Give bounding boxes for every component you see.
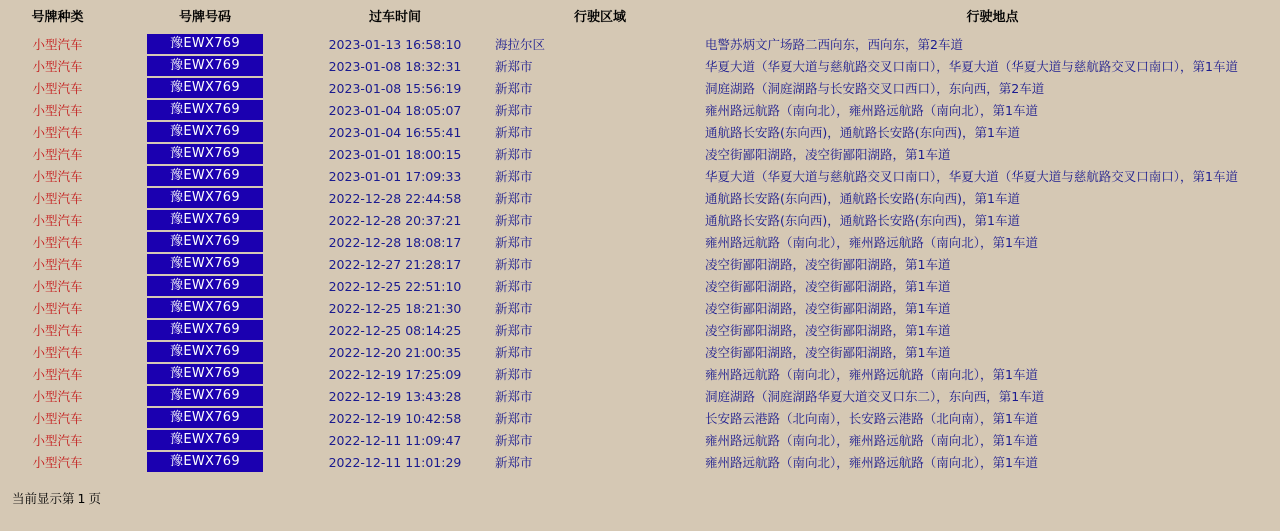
cell-pass-time: 2022-12-25 18:21:30 [328, 300, 462, 316]
table-row[interactable] [0, 275, 1280, 297]
cell-drive-area: 新郑市 [495, 125, 533, 140]
plate-badge: 豫EWX769 [147, 100, 263, 120]
cell-pass-time: 2022-12-11 11:01:29 [328, 454, 462, 470]
cell-drive-area: 新郑市 [495, 323, 533, 338]
cell-plate-number [115, 165, 295, 187]
cell-plate-number [115, 209, 295, 231]
plate-badge: 豫EWX769 [147, 364, 263, 384]
cell-plate-number [115, 187, 295, 209]
table-row[interactable] [0, 451, 1280, 473]
cell-drive-place: 凌空街鄙阳湖路，凌空街鄙阳湖路，第1车道 [705, 257, 951, 272]
cell-pass-time: 2023-01-13 16:58:10 [328, 36, 462, 52]
cell-pass-time: 2022-12-28 20:37:21 [328, 212, 462, 228]
cell-drive-area: 新郑市 [495, 257, 533, 272]
cell-plate-number [115, 297, 295, 319]
plate-badge: 豫EWX769 [147, 232, 263, 252]
cell-plate-type: 小型汽车 [32, 59, 83, 74]
cell-drive-area: 新郑市 [495, 455, 533, 470]
cell-drive-place: 通航路长安路(东向西)，通航路长安路(东向西)，第1车道 [705, 213, 1020, 228]
column-header-plate-number: 号牌号码 [178, 10, 231, 25]
plate-badge: 豫EWX769 [147, 430, 263, 450]
table-header-row [0, 0, 1280, 33]
cell-plate-number [115, 33, 295, 55]
cell-pass-time: 2023-01-01 18:00:15 [328, 146, 462, 162]
table-row[interactable] [0, 231, 1280, 253]
cell-pass-time: 2023-01-04 18:05:07 [328, 102, 462, 118]
cell-drive-area: 新郑市 [495, 59, 533, 74]
cell-plate-type: 小型汽车 [32, 345, 83, 360]
cell-plate-number [115, 231, 295, 253]
cell-drive-place: 华夏大道（华夏大道与慈航路交叉口南口），华夏大道（华夏大道与慈航路交叉口南口），第1车道 [705, 169, 1238, 184]
cell-plate-number [115, 319, 295, 341]
cell-drive-place: 洞庭湖路（洞庭湖路与长安路交叉口西口），东向西，第2车道 [705, 81, 1045, 96]
table-row[interactable] [0, 385, 1280, 407]
cell-drive-area: 新郑市 [495, 433, 533, 448]
cell-drive-place: 雍州路远航路（南向北），雍州路远航路（南向北），第1车道 [705, 367, 1038, 382]
cell-plate-type: 小型汽车 [32, 455, 83, 470]
cell-drive-place: 雍州路远航路（南向北），雍州路远航路（南向北），第1车道 [705, 455, 1038, 470]
cell-drive-place: 雍州路远航路（南向北），雍州路远航路（南向北），第1车道 [705, 235, 1038, 250]
cell-plate-type: 小型汽车 [32, 169, 83, 184]
cell-plate-type: 小型汽车 [32, 301, 83, 316]
cell-drive-area: 新郑市 [495, 389, 533, 404]
cell-pass-time: 2023-01-01 17:09:33 [328, 168, 462, 184]
cell-drive-place: 凌空街鄙阳湖路，凌空街鄙阳湖路，第1车道 [705, 279, 951, 294]
cell-drive-place: 通航路长安路(东向西)，通航路长安路(东向西)，第1车道 [705, 191, 1020, 206]
cell-pass-time: 2022-12-19 17:25:09 [328, 366, 462, 382]
pagination-page-number: 1 [77, 491, 86, 506]
pagination-status [0, 489, 1280, 507]
column-header-drive-area: 行驶区域 [573, 10, 626, 25]
cell-drive-place: 通航路长安路(东向西)，通航路长安路(东向西)，第1车道 [705, 125, 1020, 140]
pagination-prefix: 当前显示第 [12, 491, 75, 506]
cell-pass-time: 2022-12-28 18:08:17 [328, 234, 462, 250]
cell-pass-time: 2023-01-08 15:56:19 [328, 80, 462, 96]
plate-badge: 豫EWX769 [147, 34, 263, 54]
cell-drive-place: 凌空街鄙阳湖路，凌空街鄙阳湖路，第1车道 [705, 301, 951, 316]
plate-badge: 豫EWX769 [147, 254, 263, 274]
cell-drive-area: 新郑市 [495, 301, 533, 316]
cell-pass-time: 2022-12-20 21:00:35 [328, 344, 462, 360]
plate-badge: 豫EWX769 [147, 342, 263, 362]
cell-plate-number [115, 143, 295, 165]
cell-plate-number [115, 99, 295, 121]
table-row[interactable] [0, 143, 1280, 165]
cell-drive-area: 新郑市 [495, 411, 533, 426]
table-row[interactable] [0, 209, 1280, 231]
table-row[interactable] [0, 33, 1280, 55]
cell-pass-time: 2022-12-28 22:44:58 [328, 190, 462, 206]
plate-badge: 豫EWX769 [147, 188, 263, 208]
pagination-suffix: 页 [88, 491, 101, 506]
plate-badge: 豫EWX769 [147, 298, 263, 318]
cell-plate-type: 小型汽车 [32, 389, 83, 404]
plate-badge: 豫EWX769 [147, 144, 263, 164]
plate-badge: 豫EWX769 [147, 166, 263, 186]
cell-drive-area: 海拉尔区 [495, 37, 546, 52]
cell-plate-number [115, 429, 295, 451]
table-row[interactable] [0, 99, 1280, 121]
table-row[interactable] [0, 187, 1280, 209]
cell-plate-number [115, 451, 295, 473]
cell-drive-area: 新郑市 [495, 367, 533, 382]
table-row[interactable] [0, 429, 1280, 451]
cell-drive-area: 新郑市 [495, 235, 533, 250]
cell-drive-area: 新郑市 [495, 345, 533, 360]
cell-drive-area: 新郑市 [495, 81, 533, 96]
plate-badge: 豫EWX769 [147, 386, 263, 406]
table-row[interactable] [0, 319, 1280, 341]
cell-pass-time: 2023-01-04 16:55:41 [328, 124, 462, 140]
table-row[interactable] [0, 363, 1280, 385]
table-row[interactable] [0, 77, 1280, 99]
cell-drive-place: 雍州路远航路（南向北），雍州路远航路（南向北），第1车道 [705, 103, 1038, 118]
column-header-plate-type: 号牌种类 [31, 10, 84, 25]
cell-plate-type: 小型汽车 [32, 367, 83, 382]
cell-plate-number [115, 121, 295, 143]
cell-plate-number [115, 341, 295, 363]
cell-plate-number [115, 407, 295, 429]
cell-plate-number [115, 253, 295, 275]
cell-drive-area: 新郑市 [495, 213, 533, 228]
cell-plate-type: 小型汽车 [32, 279, 83, 294]
cell-drive-place: 凌空街鄙阳湖路，凌空街鄙阳湖路，第1车道 [705, 147, 951, 162]
cell-drive-area: 新郑市 [495, 147, 533, 162]
table-row[interactable] [0, 253, 1280, 275]
cell-drive-area: 新郑市 [495, 169, 533, 184]
column-header-pass-time: 过车时间 [368, 10, 421, 25]
table-row[interactable] [0, 121, 1280, 143]
cell-plate-number [115, 55, 295, 77]
cell-plate-type: 小型汽车 [32, 191, 83, 206]
cell-drive-place: 华夏大道（华夏大道与慈航路交叉口南口），华夏大道（华夏大道与慈航路交叉口南口），第1车道 [705, 59, 1238, 74]
table-row[interactable] [0, 165, 1280, 187]
plate-badge: 豫EWX769 [147, 320, 263, 340]
table-row[interactable] [0, 55, 1280, 77]
cell-pass-time: 2022-12-27 21:28:17 [328, 256, 462, 272]
plate-badge: 豫EWX769 [147, 122, 263, 142]
cell-drive-place: 长安路云港路（北向南），长安路云港路（北向南），第1车道 [705, 411, 1038, 426]
cell-drive-place: 凌空街鄙阳湖路，凌空街鄙阳湖路，第1车道 [705, 323, 951, 338]
cell-plate-type: 小型汽车 [32, 323, 83, 338]
cell-drive-area: 新郑市 [495, 103, 533, 118]
plate-badge: 豫EWX769 [147, 452, 263, 472]
cell-pass-time: 2023-01-08 18:32:31 [328, 58, 462, 74]
cell-plate-number [115, 77, 295, 99]
table-body [0, 33, 1280, 473]
table-row[interactable] [0, 297, 1280, 319]
cell-pass-time: 2022-12-19 13:43:28 [328, 388, 462, 404]
cell-pass-time: 2022-12-11 11:09:47 [328, 432, 462, 448]
plate-badge: 豫EWX769 [147, 408, 263, 428]
cell-plate-type: 小型汽车 [32, 235, 83, 250]
plate-badge: 豫EWX769 [147, 56, 263, 76]
column-header-drive-place: 行驶地点 [966, 10, 1019, 25]
cell-plate-type: 小型汽车 [32, 213, 83, 228]
cell-drive-place: 雍州路远航路（南向北），雍州路远航路（南向北），第1车道 [705, 433, 1038, 448]
cell-drive-area: 新郑市 [495, 191, 533, 206]
cell-pass-time: 2022-12-25 08:14:25 [328, 322, 462, 338]
plate-badge: 豫EWX769 [147, 276, 263, 296]
cell-drive-place: 洞庭湖路（洞庭湖路华夏大道交叉口东二），东向西，第1车道 [705, 389, 1045, 404]
cell-plate-type: 小型汽车 [32, 411, 83, 426]
plate-badge: 豫EWX769 [147, 78, 263, 98]
cell-plate-type: 小型汽车 [32, 37, 83, 52]
table-row[interactable] [0, 407, 1280, 429]
cell-plate-type: 小型汽车 [32, 81, 83, 96]
plate-badge: 豫EWX769 [147, 210, 263, 230]
cell-plate-type: 小型汽车 [32, 103, 83, 118]
cell-drive-place: 电警苏炳文广场路二西向东，西向东，第2车道 [705, 37, 963, 52]
cell-drive-place: 凌空街鄙阳湖路，凌空街鄙阳湖路，第1车道 [705, 345, 951, 360]
table-row[interactable] [0, 341, 1280, 363]
cell-plate-type: 小型汽车 [32, 257, 83, 272]
cell-drive-area: 新郑市 [495, 279, 533, 294]
cell-plate-number [115, 363, 295, 385]
cell-plate-type: 小型汽车 [32, 125, 83, 140]
cell-pass-time: 2022-12-19 10:42:58 [328, 410, 462, 426]
cell-plate-type: 小型汽车 [32, 433, 83, 448]
cell-pass-time: 2022-12-25 22:51:10 [328, 278, 462, 294]
cell-plate-number [115, 275, 295, 297]
cell-plate-number [115, 385, 295, 407]
cell-plate-type: 小型汽车 [32, 147, 83, 162]
